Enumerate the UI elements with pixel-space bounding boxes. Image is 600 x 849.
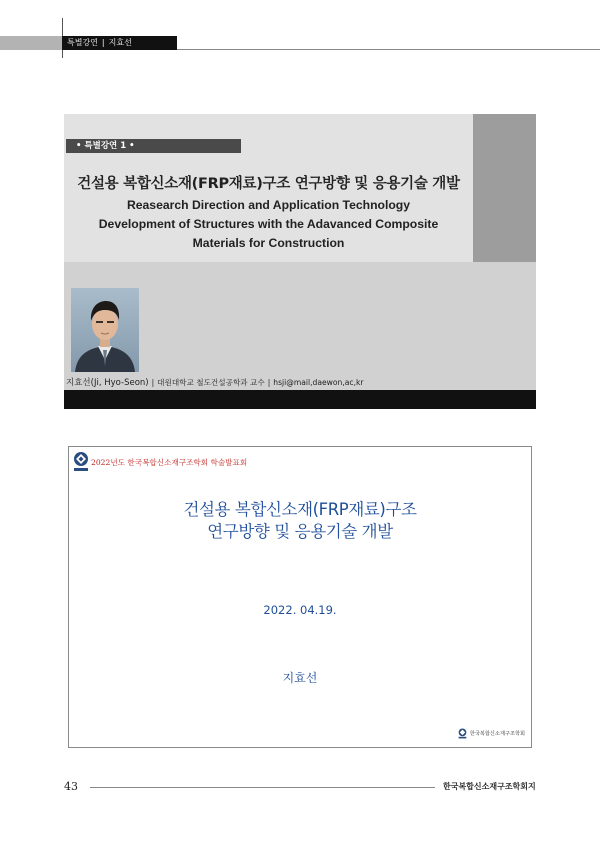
author-email: hsji@mail,daewon,ac,kr: [273, 378, 364, 387]
author-name: 지효선(Ji, Hyo-Seon): [66, 378, 149, 388]
slide-footer: [458, 727, 525, 739]
header-rule: [177, 49, 600, 50]
slide-title-line: 건설용 복합신소재(FRP재료)구조: [183, 500, 417, 519]
slide-title: [69, 499, 531, 543]
journal-name: 한국복합신소재구조학회지: [443, 782, 536, 791]
slide-date: 2022. 04.19.: [263, 603, 337, 617]
header-author: 지효선: [108, 38, 132, 47]
title-en-line: Reasearch Direction and Application Technology: [126, 198, 411, 212]
author-divider: |: [267, 378, 271, 387]
lecture-tag: • 특별강연 1 •: [66, 139, 241, 153]
slide-conference-name: 2022년도 한국복합신소재구조학회 학술발표회: [91, 458, 248, 467]
title-banner-accent: [473, 114, 536, 262]
title-en-line: Development of Structures with the Adavanced Composite: [98, 217, 439, 231]
slide-presenter: 지효선: [282, 671, 318, 685]
footer-rule: [90, 787, 435, 788]
slide-footer-org: 한국복합신소재구조학회: [469, 730, 525, 737]
author-affiliation: 대원대학교 철도건설공학과 교수: [157, 378, 265, 387]
title-en-line: Materials for Construction: [192, 236, 345, 250]
slide-title-line: 연구방향 및 응용기술 개발: [207, 522, 393, 541]
author-line: [66, 376, 364, 388]
page-number: 43: [64, 780, 78, 793]
header-separator: |: [101, 38, 105, 47]
header-gray-tab: [0, 36, 62, 50]
presentation-slide: [68, 446, 532, 748]
author-portrait-image: [71, 288, 139, 372]
article-title-english: [64, 196, 473, 253]
author-divider: |: [151, 378, 155, 387]
header-section: 특별강연: [67, 38, 98, 47]
running-header: [62, 36, 177, 50]
society-logo-small-icon: [458, 728, 467, 739]
article-title-korean: 건설용 복합신소재(FRP재료)구조 연구방향 및 응용기술 개발: [77, 176, 460, 192]
author-photo: [71, 288, 139, 372]
society-logo-icon: [73, 451, 89, 473]
author-black-bar: [64, 390, 536, 409]
